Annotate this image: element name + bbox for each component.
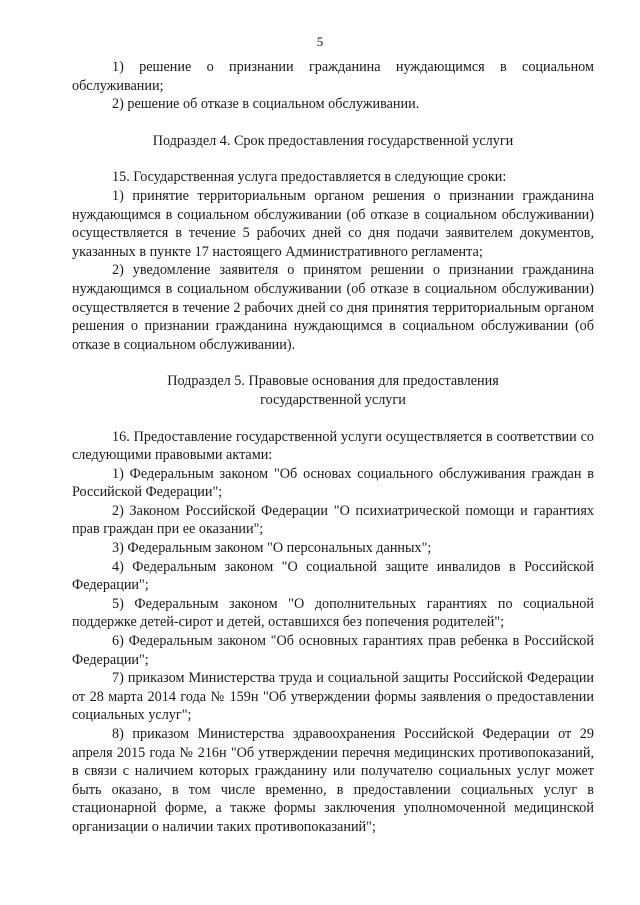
paragraph-15-item-1: 1) принятие территориальным органом решения о признании гражданина нуждающимся в социальном обслуживании (об отказе в социальном обслуживании) осуществляется в течение 5 рабочих дней со дня подачи заявителем документов, указанных в пункте 17 настоящего Административного регламента;: [72, 187, 594, 260]
paragraph-16-item-6: 6) Федеральным законом "Об основных гарантиях прав ребенка в Российской Федерации";: [72, 633, 594, 668]
document-body: [72, 58, 594, 837]
paragraph-16-item-2: 2) Законом Российской Федерации "О психиатрической помощи и гарантиях прав граждан при ее оказании";: [72, 502, 594, 538]
paragraph-decision-recognition: 1) решение о признании гражданина нуждающимся в социальном обслуживании;: [72, 59, 594, 94]
subsection-heading-4: Подраздел 4. Срок предоставления государственной услуги: [152, 132, 514, 149]
paragraph-15: 15. Государственная услуга предоставляется в следующие сроки:: [112, 169, 507, 186]
paragraph-16: 16. Предоставление государственной услуги осуществляется в соответствии со следующими правовыми актами:: [72, 428, 594, 464]
paragraph-16-item-8: 8) приказом Министерства здравоохранения Российской Федерации от 29 апреля 2015 года № 216н "Об утверждении перечня медицинских противопоказаний, в связи с наличием которых гражданину или получателю социальных услуг может быть оказано, в том числе временно, в предоставлении социальных услуг в стационарной форме, а также формы заключения уполномоченной медицинской организации о наличии таких противопоказаний";: [72, 726, 594, 835]
subsection-heading-5: Подраздел 5. Правовые основания для предоставления государственной услуги: [167, 373, 499, 408]
paragraph-16-item-1: 1) Федеральным законом "Об основах социального обслуживания граждан в Российской Федерации";: [72, 465, 594, 501]
paragraph-15-item-2: 2) уведомление заявителя о принятом решении о признании гражданина нуждающимся в социальном обслуживании (об отказе в социальном обслуживании) осуществляется в течение 2 рабочих дней со дня принятия территориальным органом решения о признании гражданина нуждающимся в социальном обслуживании (об отказе в социальном обслуживании).: [72, 262, 594, 353]
paragraph-decision-refusal: 2) решение об отказе в социальном обслуживании.: [112, 96, 420, 113]
paragraph-16-item-5: 5) Федеральным законом "О дополнительных гарантиях по социальной поддержке детей-сирот и детей, оставшихся без попечения родителей";: [72, 595, 594, 631]
paragraph-16-item-4: 4) Федеральным законом "О социальной защите инвалидов в Российской Федерации";: [72, 558, 594, 594]
paragraph-16-item-7: 7) приказом Министерства труда и социальной защиты Российской Федерации от 28 марта 2014 года № 159н "Об утверждении формы заявления о предоставлении социальных услуг";: [72, 670, 594, 724]
paragraph-16-item-3: 3) Федеральным законом "О персональных данных";: [112, 540, 432, 557]
page-number: 5: [316, 34, 324, 49]
